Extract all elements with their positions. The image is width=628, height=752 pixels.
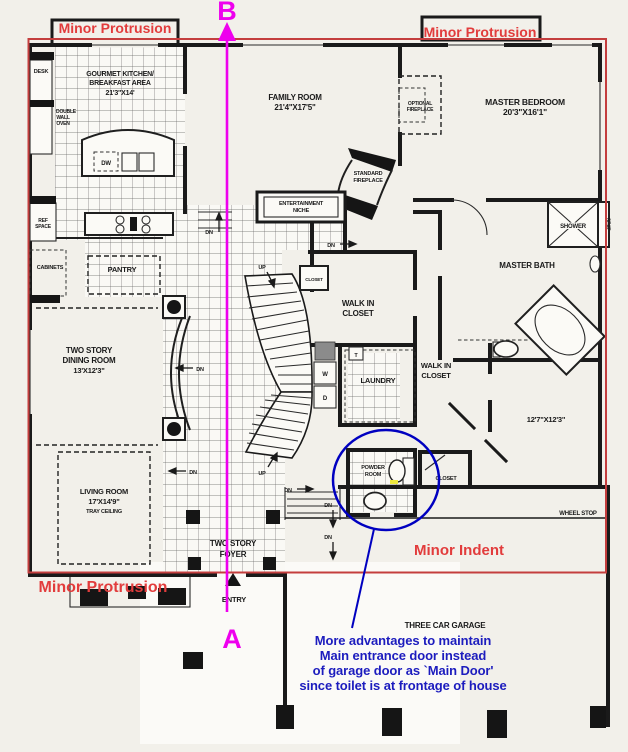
master-bath-label: MASTER BATH bbox=[499, 261, 555, 270]
living-room-boundary bbox=[58, 452, 150, 564]
desk-label: DESK bbox=[33, 69, 49, 75]
dishwasher-label: DW bbox=[101, 161, 111, 167]
optional-fireplace-2: FIREPLACE bbox=[406, 107, 434, 113]
door-swing-arc bbox=[452, 200, 487, 235]
powder-label-2: ROOM bbox=[364, 472, 382, 478]
seat-label: SEAT bbox=[604, 217, 611, 231]
wic2-label-1: WALK IN bbox=[420, 361, 452, 370]
minor-indent-label: Minor Indent bbox=[414, 542, 504, 559]
dining-label-1: TWO STORY bbox=[65, 346, 113, 355]
dryer-label: D bbox=[322, 396, 328, 402]
standard-fireplace-2: FIREPLACE bbox=[353, 178, 383, 184]
cooktop-counter bbox=[85, 213, 173, 235]
wic1-label-1: WALK IN bbox=[341, 299, 375, 308]
stair-closet-label: CLOSET bbox=[305, 277, 323, 282]
wic2-label-2: CLOSET bbox=[421, 371, 451, 380]
laundry-label: LAUNDRY bbox=[360, 376, 396, 385]
niche-label-2: NICHE bbox=[292, 208, 310, 214]
up-label-top: UP bbox=[258, 265, 266, 271]
note-line-4: since toilet is at frontage of house bbox=[299, 678, 507, 693]
master-bedroom-dims: 20'3"X16'1" bbox=[503, 107, 547, 117]
dn-label-steps: DN bbox=[284, 488, 292, 494]
section-label-b: B bbox=[217, 0, 237, 26]
master-bedroom-label: MASTER BEDROOM bbox=[485, 97, 565, 107]
oven-label-2: WALL bbox=[56, 115, 70, 121]
bath-toilet bbox=[493, 341, 518, 357]
dining-label-2: DINING ROOM bbox=[62, 356, 116, 365]
dn-label-niche: DN bbox=[327, 243, 335, 249]
washer-label: W bbox=[322, 372, 328, 378]
living-dims: 17'X14'9" bbox=[88, 497, 120, 506]
note-line-3: of garage door as `Main Door' bbox=[312, 663, 494, 678]
up-label-bottom: UP bbox=[258, 471, 266, 477]
bath-sink bbox=[590, 256, 600, 272]
dn-label-hall: DN bbox=[205, 230, 213, 236]
oven-label-1: DOUBLE bbox=[56, 109, 76, 115]
foyer-label-2: FOYER bbox=[219, 550, 247, 559]
cabinets-label: CABINETS bbox=[36, 265, 64, 271]
powder-closet-label: CLOSET bbox=[435, 476, 457, 482]
dining-room-boundary bbox=[36, 308, 158, 445]
ref-label-1: REF bbox=[38, 218, 48, 224]
wheel-stop-label: WHEEL STOP bbox=[559, 511, 597, 517]
powder-label-1: POWDER bbox=[361, 465, 385, 471]
family-room-label: FAMILY ROOM bbox=[268, 93, 322, 102]
section-label-a: A bbox=[222, 624, 242, 654]
entertainment-niche bbox=[257, 192, 345, 222]
dn-label-garage-2: DN bbox=[324, 535, 332, 541]
oven-label-3: OVEN bbox=[56, 121, 70, 127]
bedroom-dims-label: 12'7"X12'3" bbox=[526, 415, 566, 424]
kitchen-label: GOURMET KITCHEN/ bbox=[86, 71, 154, 78]
living-label-1: LIVING ROOM bbox=[79, 487, 129, 496]
shower-label: SHOWER bbox=[560, 224, 586, 230]
dining-dims: 13'X12'3" bbox=[73, 366, 105, 375]
minor-protrusion-top-right: Minor Protrusion bbox=[423, 24, 537, 40]
kitchen-island bbox=[82, 130, 174, 176]
minor-protrusion-bottom-left: Minor Protrusion bbox=[38, 579, 168, 596]
dn-label-foyer: DN bbox=[189, 470, 197, 476]
dn-label-garage-1: DN bbox=[324, 503, 332, 509]
pantry-label: PANTRY bbox=[107, 265, 137, 274]
foyer-label-1: TWO STORY bbox=[209, 539, 257, 548]
entry-label: ENTRY bbox=[221, 595, 247, 604]
laundry-t-label: T bbox=[354, 353, 358, 359]
garage-label: THREE CAR GARAGE bbox=[404, 621, 486, 630]
minor-protrusion-top-left: Minor Protrusion bbox=[58, 20, 172, 36]
wic1-label-2: CLOSET bbox=[342, 309, 374, 318]
standard-fireplace-1: STANDARD bbox=[353, 171, 383, 177]
note-line-2: Main entrance door instead bbox=[319, 648, 487, 663]
ref-label-2: SPACE bbox=[35, 224, 51, 230]
kitchen-label-2: BREAKFAST AREA bbox=[89, 80, 151, 87]
kitchen-dims: 21'3"X14' bbox=[105, 90, 135, 97]
living-label-3: TRAY CEILING bbox=[86, 509, 122, 515]
note-line-1: More advantages to maintain bbox=[314, 633, 492, 648]
niche-label-1: ENTERTAINMENT bbox=[278, 201, 324, 207]
dn-label-gallery: DN bbox=[196, 367, 204, 373]
optional-fireplace-1: OPTIONAL bbox=[407, 101, 433, 107]
family-room-dims: 21'4"X17'5" bbox=[274, 103, 316, 112]
